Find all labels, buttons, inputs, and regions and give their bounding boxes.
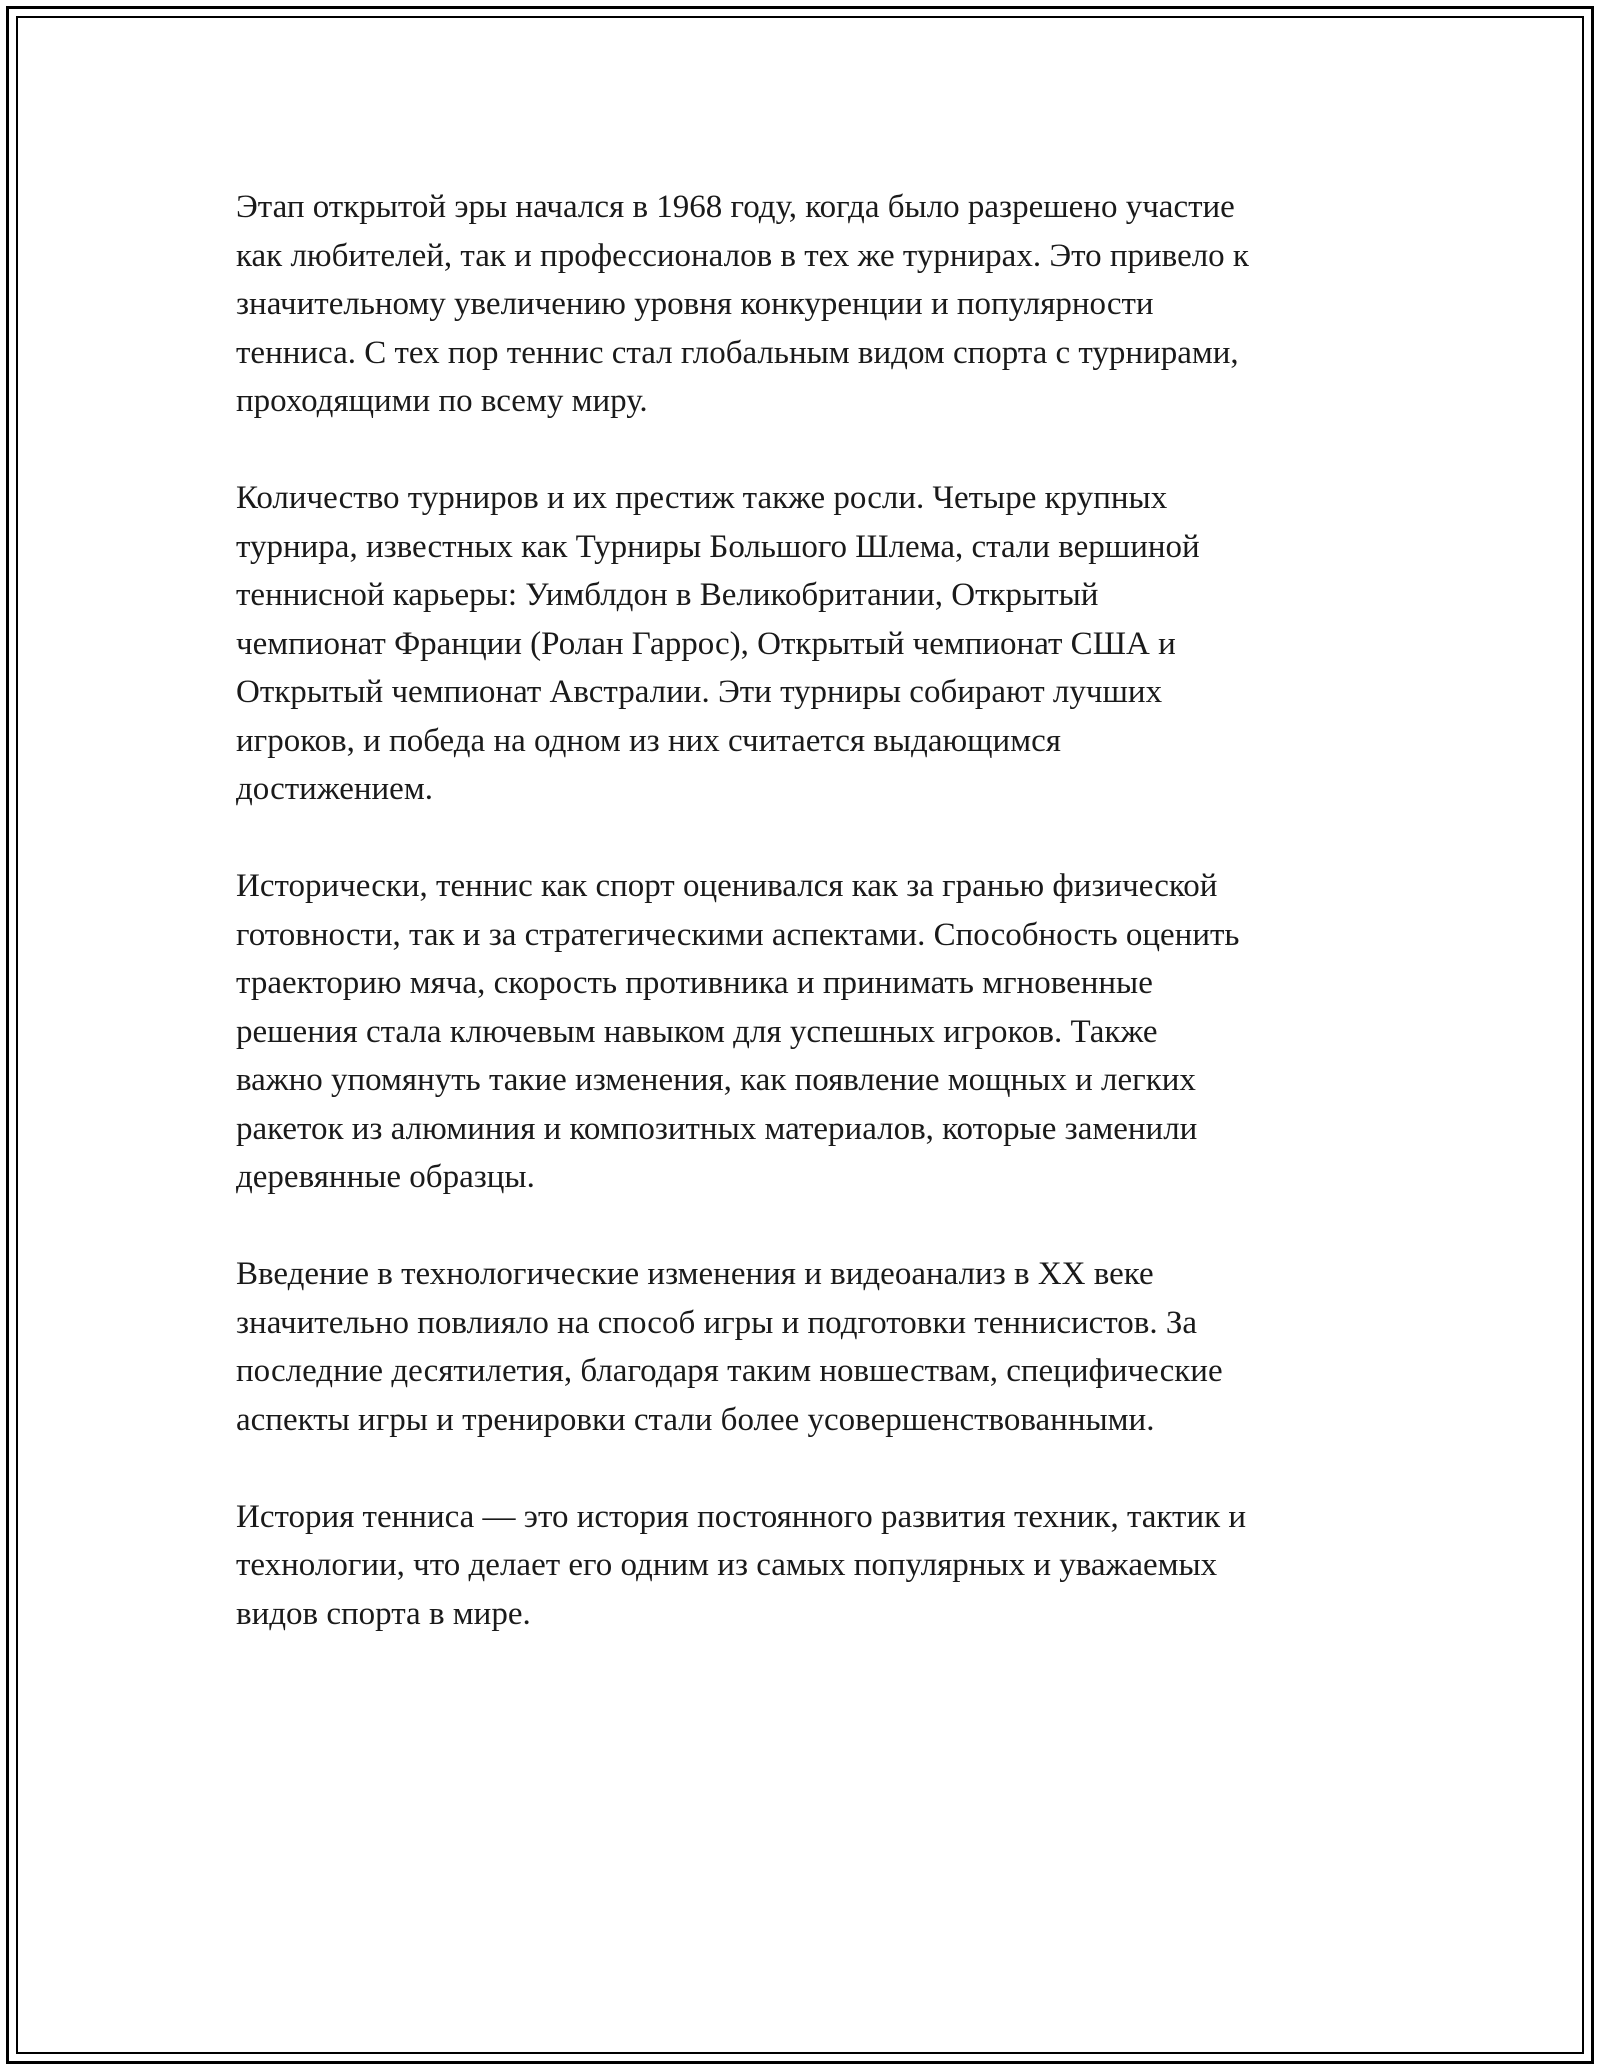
paragraph-technology: Введение в технологические изменения и видеоанализ в XX веке значительно повлияло на способ игры и подготовки теннисистов. За последние десятилетия, благодаря таким новшествам, специфические аспекты игры и тренировки стали более усовершенствованными. bbox=[236, 1256, 1223, 1438]
document-body bbox=[236, 183, 1416, 1687]
paragraph-history-skills: Исторически, теннис как спорт оценивался как за гранью физической готовности, так и за стратегическими аспектами. Способность оценить траекторию мяча, скорость противника и принимать мгновенные решения стала ключевым навыком для успешных игроков. Также важно упомянуть такие изменения, как появление мощных и легких ракеток из алюминия и композитных материалов, которые заменили деревянные образцы. bbox=[236, 868, 1240, 1195]
paragraph-conclusion: История тенниса — это история постоянного развития техник, тактик и технологии, что делает его одним из самых популярных и уважаемых видов спорта в мире. bbox=[236, 1498, 1247, 1632]
paragraph-grand-slam: Количество турниров и их престиж также росли. Четыре крупных турнира, известных как Турниры Большого Шлема, стали вершиной теннисной карьеры: Уимблдон в Великобритании, Открытый чемпионат Франции (Ролан Гаррос), Открытый чемпионат США и Открытый чемпионат Австралии. Эти турниры собирают лучших игроков, и победа на одном из них считается выдающимся достижением. bbox=[236, 480, 1200, 807]
paragraph-open-era: Этап открытой эры начался в 1968 году, когда было разрешено участие как любителей, так и профессионалов в тех же турнирах. Это привело к значительному увеличению уровня конкуренции и популярности тенниса. С тех пор теннис стал глобальным видом спорта с турнирами, проходящими по всему миру. bbox=[236, 189, 1249, 419]
